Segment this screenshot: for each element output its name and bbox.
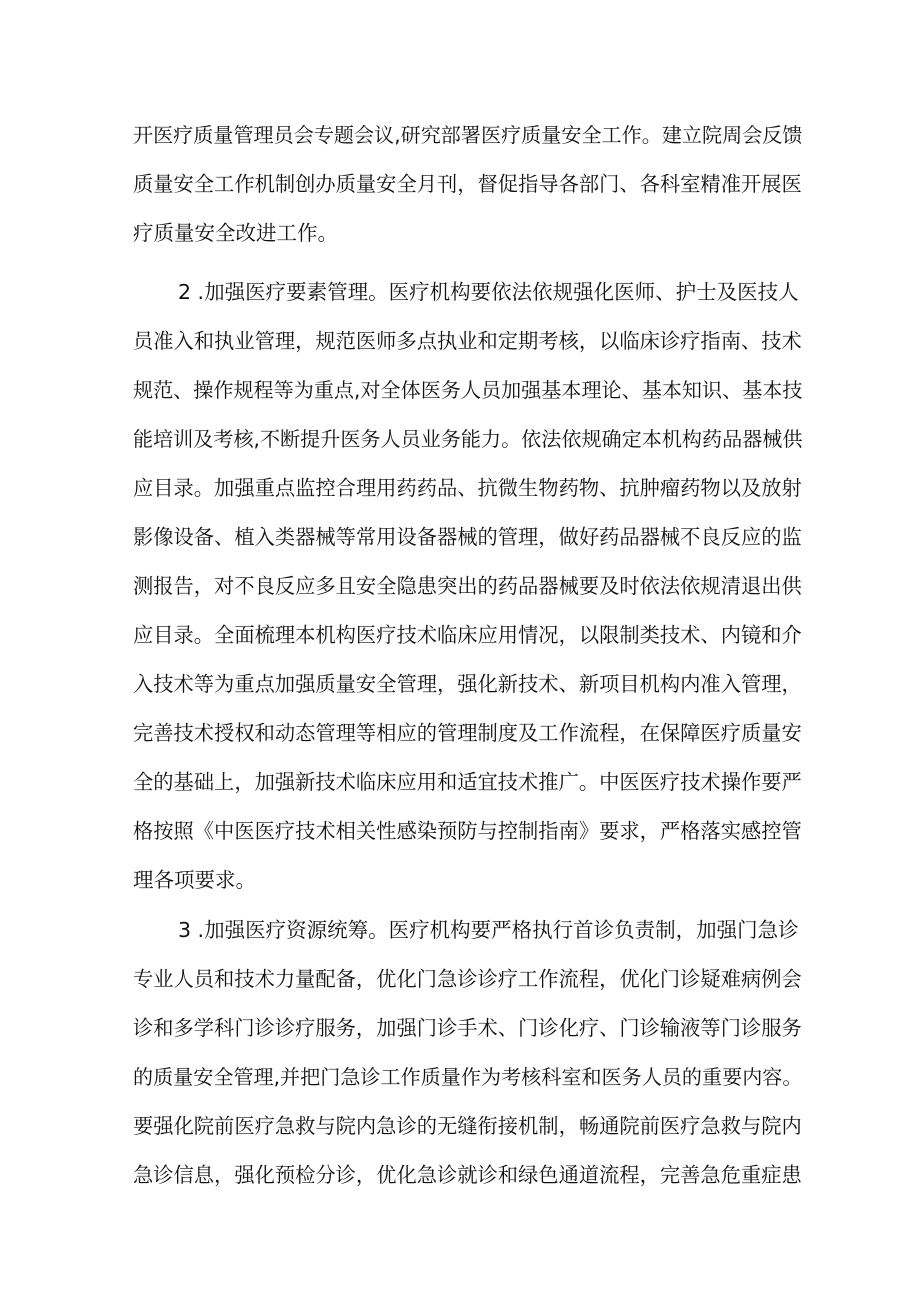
text-line: 全的基础上，加强新技术临床应用和适宜技术推广。中医医疗技术操作要严 [133, 770, 802, 794]
text-line: 的质量安全管理,并把门急诊工作质量作为考核科室和医务人员的重要内容。 [133, 1065, 803, 1089]
paragraph-2 [133, 268, 803, 905]
text-line: 测报告，对不良反应多且安全隐患突出的药品器械要及时依法依规清退出供 [133, 574, 802, 598]
text-line: 理各项要求。 [133, 868, 256, 892]
text-line: 应目录。全面梳理本机构医疗技术临床应用情况，以限制类技术、内镜和介 [133, 623, 802, 647]
text-line: 专业人员和技术力量配备，优化门急诊诊疗工作流程，优化门诊疑难病例会 [133, 967, 802, 991]
text-line: 质量安全工作机制创办质量安全月刊，督促指导各部门、各科室精准开展医 [133, 172, 802, 196]
text-line: 影像设备、植入类器械等常用设备器械的管理，做好药品器械不良反应的监 [133, 525, 802, 549]
text-line: 3 .加强医疗资源统筹。医疗机构要严格执行首诊负责制，加强门急诊 [178, 918, 799, 942]
text-line: 能培训及考核,不断提升医务人员业务能力。依法依规确定本机构药品器械供 [133, 427, 803, 451]
text-line: 入技术等为重点加强质量安全管理，强化新技术、新项目机构内准入管理， [133, 672, 802, 696]
text-line: 要强化院前医疗急救与院内急诊的无缝衔接机制，畅通院前医疗急救与院内 [133, 1114, 802, 1138]
text-line: 应目录。加强重点监控合理用药药品、抗微生物药物、抗肿瘤药物以及放射 [133, 476, 802, 500]
text-line: 急诊信息，强化预检分诊，优化急诊就诊和绿色通道流程，完善急危重症患 [133, 1163, 802, 1187]
text-line: 开医疗质量管理员会专题会议,研究部署医疗质量安全工作。建立院周会反馈 [133, 123, 803, 147]
text-line: 2 .加强医疗要素管理。医疗机构要依法依规强化医师、护士及医技人 [178, 280, 799, 304]
text-line: 完善技术授权和动态管理等相应的管理制度及工作流程，在保障医疗质量安 [133, 721, 802, 745]
text-line: 诊和多学科门诊诊疗服务，加强门诊手术、门诊化疗、门诊输液等门诊服务 [133, 1016, 802, 1040]
text-line: 员准入和执业管理，规范医师多点执业和定期考核，以临床诊疗指南、技术 [133, 329, 802, 353]
text-line: 规范、操作规程等为重点,对全体医务人员加强基本理论、基本知识、基本技 [133, 378, 803, 402]
paragraph-1 [133, 111, 803, 258]
paragraph-3 [133, 906, 803, 1200]
text-line: 疗质量安全改进工作。 [133, 221, 338, 245]
text-line: 格按照《中医医疗技术相关性感染预防与控制指南》要求，严格落实感控管 [133, 819, 802, 843]
